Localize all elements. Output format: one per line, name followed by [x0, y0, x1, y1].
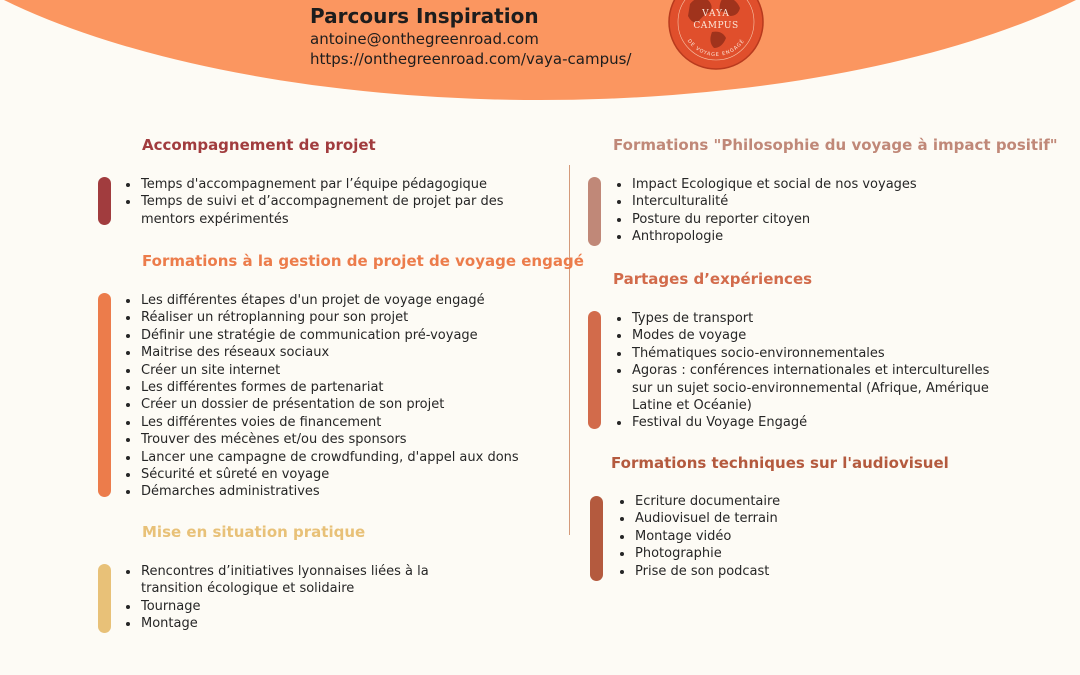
section-gestion-projet [98, 252, 584, 500]
contact-url[interactable]: https://onthegreenroad.com/vaya-campus/ [310, 50, 632, 68]
section-mise-en-situation [98, 523, 429, 632]
section-list [618, 493, 978, 580]
list-item: Démarches administratives [124, 483, 544, 500]
list-item: Interculturalité [615, 193, 1035, 210]
list-item: Réaliser un rétroplanning pour son projet [124, 309, 544, 326]
list-item: Créer un dossier de présentation de son projet [124, 396, 544, 413]
section-title: Formations techniques sur l'audiovisuel [611, 454, 949, 472]
section-title: Accompagnement de projet [142, 136, 376, 154]
section-list [615, 310, 1000, 432]
list-item: Temps de suivi et d’accompagnement de projet par des mentors expérimentés [124, 193, 524, 228]
list-item: Agoras : conférences internationales et interculturelles sur un sujet socio-environnemental (Afrique, Amérique Latine et Océanie) [615, 362, 1000, 414]
list-item: Lancer une campagne de crowdfunding, d'appel aux dons [124, 449, 544, 466]
list-item: Rencontres d’initiatives lyonnaises liées à la transition écologique et solidaire [124, 563, 484, 598]
logo-text-campus: CAMPUS [693, 21, 739, 31]
section-color-bar [588, 177, 601, 246]
contact-email[interactable]: antoine@onthegreenroad.com [310, 30, 539, 48]
list-item: Festival du Voyage Engagé [615, 414, 1000, 431]
section-title: Formations à la gestion de projet de voyage engagé [142, 252, 584, 270]
list-item: Temps d'accompagnement par l’équipe pédagogique [124, 176, 524, 193]
section-list [124, 292, 544, 501]
section-techniques-audiovisuel [590, 454, 949, 579]
list-item: Les différentes étapes d'un projet de voyage engagé [124, 292, 544, 309]
vaya-campus-logo [668, 0, 764, 70]
list-item: Types de transport [615, 310, 1000, 327]
section-color-bar [98, 177, 111, 225]
section-color-bar [590, 496, 603, 581]
section-philosophie-voyage [588, 136, 1058, 245]
logo-text-vaya: VAYA [702, 9, 730, 19]
section-list [615, 176, 1035, 246]
column-divider [569, 165, 570, 535]
section-list [124, 563, 484, 633]
section-title: Mise en situation pratique [142, 523, 366, 541]
list-item: Trouver des mécènes et/ou des sponsors [124, 431, 544, 448]
list-item: Thématiques socio-environnementales [615, 345, 1000, 362]
list-item: Anthropologie [615, 228, 1035, 245]
list-item: Posture du reporter citoyen [615, 211, 1035, 228]
list-item: Impact Ecologique et social de nos voyages [615, 176, 1035, 193]
list-item: Les différentes voies de financement [124, 414, 544, 431]
section-title: Formations "Philosophie du voyage à impact positif" [613, 136, 1058, 154]
list-item: Les différentes formes de partenariat [124, 379, 544, 396]
list-item: Sécurité et sûreté en voyage [124, 466, 544, 483]
logo-ring-text: DE VOYAGE ENGAGÉ [685, 38, 747, 59]
section-accompagnement [98, 136, 504, 227]
list-item: Photographie [618, 545, 978, 562]
list-item: Prise de son podcast [618, 563, 978, 580]
section-color-bar [588, 311, 601, 429]
list-item: Audiovisuel de terrain [618, 510, 978, 527]
section-partages-experiences [588, 270, 990, 431]
section-color-bar [98, 564, 111, 633]
section-title: Partages d’expériences [613, 270, 813, 288]
list-item: Définir une stratégie de communication pré-voyage [124, 327, 544, 344]
list-item: Ecriture documentaire [618, 493, 978, 510]
list-item: Modes de voyage [615, 327, 1000, 344]
list-item: Montage [124, 615, 484, 632]
section-color-bar [98, 293, 111, 497]
section-list [124, 176, 524, 228]
list-item: Maitrise des réseaux sociaux [124, 344, 544, 361]
list-item: Créer un site internet [124, 362, 544, 379]
list-item: Tournage [124, 598, 484, 615]
page-title: Parcours Inspiration [310, 4, 539, 28]
list-item: Montage vidéo [618, 528, 978, 545]
